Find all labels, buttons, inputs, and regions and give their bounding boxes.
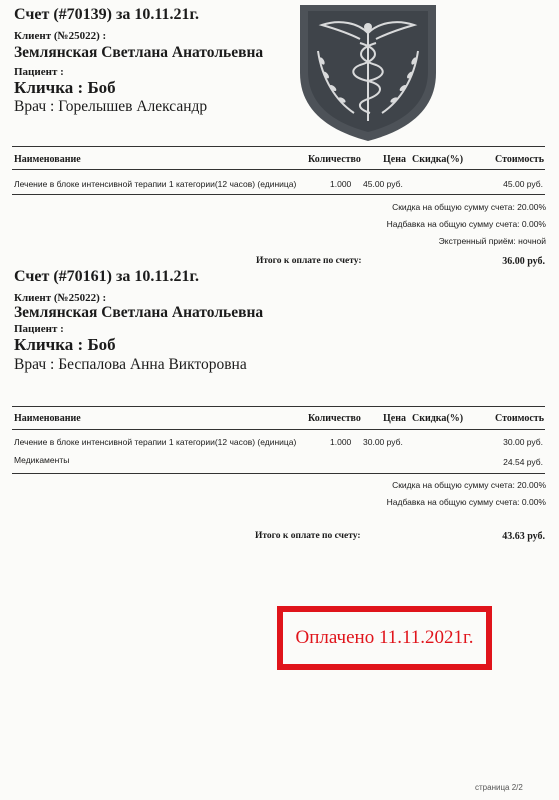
invoice-title: Счет (#70161) за 10.11.21г. — [14, 268, 199, 285]
page-number: страница 2/2 — [475, 783, 523, 792]
item-name: Лечение в блоке интенсивной терапии 1 категории(12 часов) (единица) — [14, 437, 297, 447]
client-label: Клиент (№25022) : — [14, 292, 107, 304]
total-label: Итого к оплате по счету: — [256, 256, 362, 266]
table-bottom-rule — [12, 194, 545, 195]
item-qty: 1.000 — [330, 437, 352, 447]
item-price: 30.00 руб. — [363, 437, 403, 447]
invoice-title: Счет (#70139) за 10.11.21г. — [14, 6, 199, 23]
col-header-discount: Скидка(%) — [412, 413, 464, 424]
col-header-price: Цена — [383, 413, 406, 424]
table-header-rule — [12, 169, 545, 170]
doctor: Врач : Беспалова Анна Викторовна — [14, 356, 247, 373]
item-price: 45.00 руб. — [363, 179, 403, 189]
patient-label: Пациент : — [14, 323, 64, 335]
summary-emergency: Экстренный приём: ночной — [438, 236, 546, 246]
col-header-discount: Скидка(%) — [412, 154, 464, 165]
client-label: Клиент (№25022) : — [14, 30, 107, 42]
summary-markup: Надбавка на общую сумму счета: 0.00% — [386, 497, 546, 507]
nickname: Кличка : Боб — [14, 335, 116, 354]
col-header-name: Наименование — [14, 154, 81, 165]
col-header-qty: Количество — [308, 413, 361, 424]
table-bottom-rule — [12, 473, 545, 474]
total-label: Итого к оплате по счету: — [255, 531, 361, 541]
item-qty: 1.000 — [330, 179, 352, 189]
item-cost: 45.00 руб. — [503, 179, 543, 189]
clinic-emblem-icon — [288, 3, 448, 143]
paid-stamp-text: Оплачено 11.11.2021г. — [295, 627, 474, 648]
table-top-rule — [12, 406, 545, 407]
client-name: Землянская Светлана Анатольевна — [14, 44, 264, 61]
nickname: Кличка : Боб — [14, 78, 116, 97]
doctor: Врач : Горелышев Александр — [14, 98, 208, 115]
item-cost: 24.54 руб. — [503, 457, 543, 467]
summary-discount: Скидка на общую сумму счета: 20.00% — [392, 202, 546, 212]
patient-label: Пациент : — [14, 66, 64, 78]
item-name: Медикаменты — [14, 455, 70, 465]
col-header-name: Наименование — [14, 413, 81, 424]
col-header-price: Цена — [383, 154, 406, 165]
item-name: Лечение в блоке интенсивной терапии 1 категории(12 часов) (единица) — [14, 179, 297, 189]
total-value: 43.63 руб. — [502, 531, 545, 542]
table-header-rule — [12, 429, 545, 430]
table-top-rule — [12, 146, 545, 147]
paid-stamp — [277, 606, 492, 670]
summary-discount: Скидка на общую сумму счета: 20.00% — [392, 480, 546, 490]
item-cost: 30.00 руб. — [503, 437, 543, 447]
col-header-qty: Количество — [308, 154, 361, 165]
col-header-cost: Стоимость — [495, 413, 544, 424]
client-name: Землянская Светлана Анатольевна — [14, 304, 264, 321]
summary-markup: Надбавка на общую сумму счета: 0.00% — [386, 219, 546, 229]
col-header-cost: Стоимость — [495, 154, 544, 165]
total-value: 36.00 руб. — [502, 256, 545, 267]
